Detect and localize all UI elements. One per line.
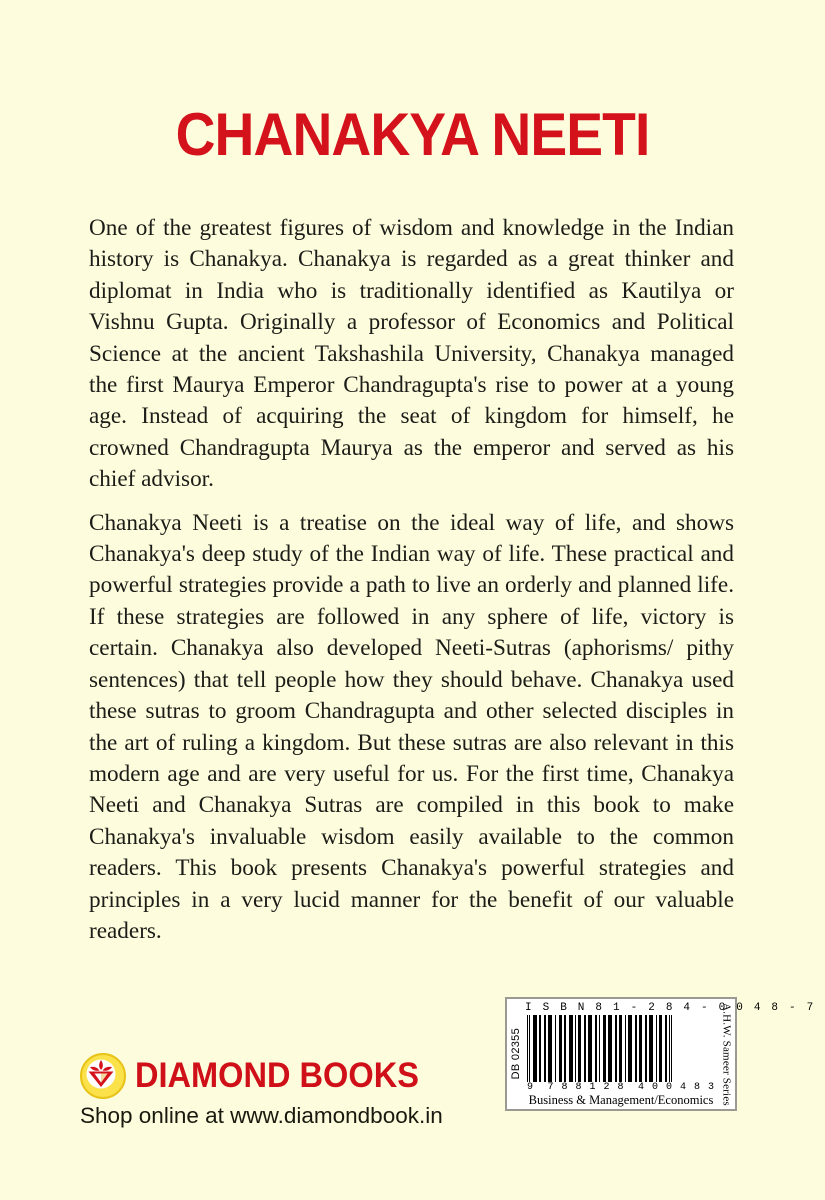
publisher-block: [80, 1053, 443, 1129]
barcode-ean-digits: [525, 1082, 717, 1093]
barcode-ean-group-1: 7 8 8 1 2 8: [547, 1082, 625, 1093]
blurb-paragraph-2: Chanakya Neeti is a treatise on the ideal way of life, and shows Chanakya's deep study of the Indian way of life. These practical and powerful strategies provide a path to live an orderly and planned life. If these strategies are followed in any sphere of life, victory is certain. Chanakya also developed Neeti-Sutras (aphorisms/ pithy sentences) that tell people how they should behave. Chanakya used these sutras to groom Chandragupta and other selected disciples in the art of ruling a kingdom. But these sutras are also relevant in this modern age and are very useful for us. For the first time, Chanakya Neeti and Chanakya Sutras are compiled in this book to make Chanakya's invaluable wisdom easily available to the common readers. This book presents Chanakya's powerful strategies and principles in a very lucid manner for the benefit of our valuable readers.: [89, 509, 734, 944]
barcode-category: Business & Management/Economics: [528, 1093, 714, 1107]
barcode-block: [505, 997, 816, 1111]
barcode-series-label: A.H.W. Sameer Series: [720, 1002, 733, 1106]
barcode-isbn-label: I S B N 8 1 - 2 8 4 - 0 0 4 8 - 7: [525, 1002, 816, 1014]
barcode-bars: [525, 1014, 717, 1082]
publisher-website: Shop online at www.diamondbook.in: [80, 1103, 443, 1128]
publisher-name: DIAMOND BOOKS: [135, 1056, 419, 1095]
barcode-ean-lead: 9: [527, 1082, 535, 1093]
page-title: CHANAKYA NEETI: [175, 101, 650, 168]
barcode-left-code: DB 02355: [509, 1028, 522, 1080]
barcode-ean-group-2: 4 0 0 4 8 3: [637, 1082, 715, 1093]
blurb-paragraph-1: One of the greatest figures of wisdom and knowledge in the Indian history is Chanakya. Chanakya is regarded as a great thinker and diplomat in India who is traditionally identified as Kautilya or Vishnu Gupta. Originally a professor of Economics and Political Science at the ancient Takshashila University, Chanakya managed the first Maurya Emperor Chandragupta's rise to power at a young age. Instead of acquiring the seat of kingdom for himself, he crowned Chandragupta Maurya as the emperor and served as his chief advisor.: [89, 215, 734, 493]
blurb-text: [89, 213, 734, 947]
lotus-diamond-logo-icon: [80, 1053, 126, 1099]
publisher-name-row: [80, 1053, 419, 1099]
